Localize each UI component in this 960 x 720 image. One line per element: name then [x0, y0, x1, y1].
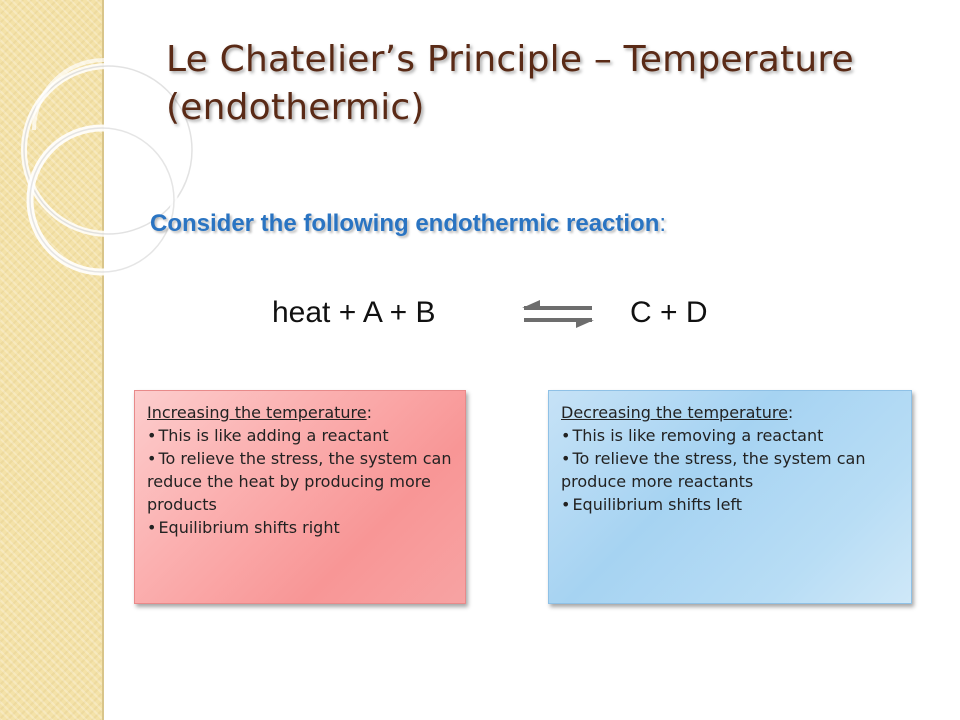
increasing-temperature-box — [134, 390, 466, 604]
subtitle-text: Consider the following endothermic reaction — [150, 210, 660, 237]
bullet-icon: • — [147, 449, 157, 468]
decreasing-temperature-box — [548, 390, 912, 604]
subtitle-colon: : — [659, 210, 667, 237]
list-item — [147, 424, 455, 447]
list-item-text: Equilibrium shifts left — [572, 495, 743, 514]
list-item-text: To relieve the stress, the system can produce more reactants — [561, 449, 866, 491]
equilibrium-arrows-icon — [518, 296, 598, 330]
list-item-text: This is like adding a reactant — [158, 426, 389, 445]
list-item — [561, 493, 901, 516]
reaction-equation — [0, 290, 960, 340]
list-item — [147, 516, 455, 539]
decreasing-temperature-heading — [561, 401, 901, 424]
list-item — [561, 447, 901, 493]
increasing-temperature-heading-text: Increasing the temperature — [147, 403, 367, 422]
increasing-temperature-heading-colon: : — [366, 403, 372, 422]
slide-title: Le Chatelier’s Principle – Temperature (endothermic) — [166, 39, 854, 128]
list-item-text: To relieve the stress, the system can reduce the heat by producing more products — [147, 449, 452, 514]
decreasing-temperature-heading-text: Decreasing the temperature — [561, 403, 788, 422]
slide-subtitle — [150, 210, 666, 238]
decorative-side-strip — [0, 0, 104, 720]
equation-reactants: heat + A + B — [272, 296, 436, 329]
bullet-icon: • — [561, 449, 571, 468]
decreasing-temperature-list — [561, 424, 901, 516]
list-item-text: This is like removing a reactant — [572, 426, 824, 445]
increasing-temperature-list — [147, 424, 455, 539]
equation-products: C + D — [630, 296, 708, 329]
decreasing-temperature-heading-colon: : — [787, 403, 794, 422]
list-item-text: Equilibrium shifts right — [158, 518, 340, 537]
increasing-temperature-heading — [147, 401, 455, 424]
bullet-icon: • — [147, 426, 157, 445]
bullet-icon: • — [561, 495, 571, 514]
list-item — [561, 424, 901, 447]
bullet-icon: • — [147, 518, 157, 537]
bullet-icon: • — [561, 426, 571, 445]
list-item — [147, 447, 455, 516]
